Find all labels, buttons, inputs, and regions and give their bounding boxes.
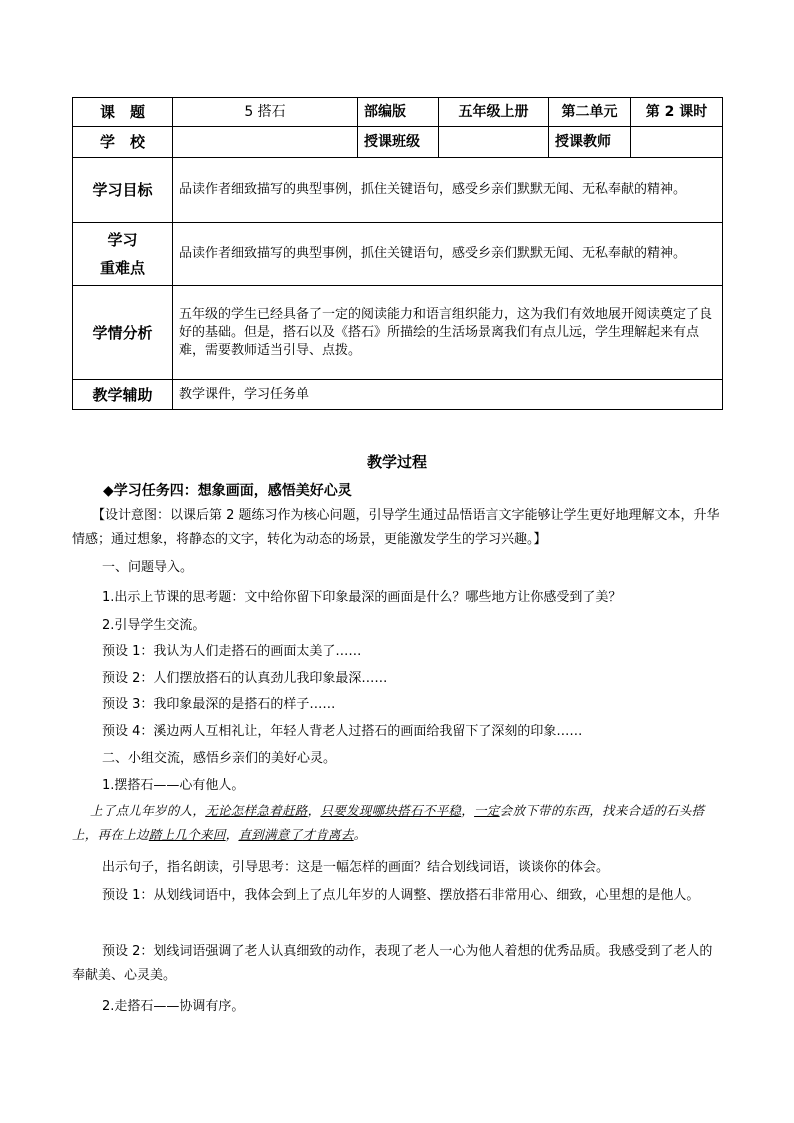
preset-2: 预设 2：人们摆放搭石的认真劲儿我印象最深…… (102, 671, 388, 686)
lesson-info-table (72, 97, 723, 410)
grade: 五年级上册 (439, 98, 549, 127)
quote-part: 会放下带的东西，找来合适的石头搭上，再在上边 (72, 803, 705, 842)
row-aids (73, 380, 723, 410)
process-title: 教学过程 (366, 453, 427, 471)
quote-underline: 无论怎样急着赶路 (205, 803, 308, 818)
quote-part: ， (225, 827, 239, 842)
school-value (173, 127, 358, 158)
label-course: 课 题 (73, 98, 173, 127)
lesson-number: 第 2 课时 (631, 98, 723, 127)
row-analysis (73, 286, 723, 380)
quote-underline: 一定 (474, 803, 500, 818)
analysis-text: 五年级的学生已经具备了一定的阅读能力和语言组织能力，这为我们有效地展开阅读奠定了良好的基础。但是，搭石以及《搭石》所描绘的生活场景离我们有点儿远，学生理解起来有点难，需要教师适当引导、点拨。 (173, 286, 723, 380)
quote-underline: 直到满意了 (238, 827, 303, 842)
preset-1: 预设 1：我认为人们走搭石的画面太美了…… (102, 644, 362, 659)
key-points-text: 品读作者细致描写的典型事例，抓住关键语句，感受乡亲们默默无闻、无私奉献的精神。 (173, 223, 723, 286)
quote-underline: 只要发现哪块搭石不平稳 (320, 803, 462, 818)
label-key-points (73, 223, 173, 286)
design-intent: 【设计意图：以课后第 2 题练习作为核心问题，引导学生通过品悟语言文字能够让学生更好地理解文本，升华情感；通过想象，将静态的文字，转化为动态的场景，更能激发学生的学习兴趣。】 (72, 508, 720, 547)
edition: 部编版 (358, 98, 439, 127)
task-heading: ◆学习任务四：想象画面，感悟美好心灵 (103, 483, 352, 499)
preset-3: 预设 3：我印象最深的是搭石的样子…… (102, 697, 336, 712)
preset-q2: 预设 2：划线词语强调了老人认真细致的动作，表现了老人一心为他人着想的优秀品质。我感受到了老人的奉献美、心灵美。 (72, 944, 713, 983)
quote-part: 。 (353, 827, 367, 842)
label-aids: 教学辅助 (73, 380, 173, 410)
goal-text: 品读作者细致描写的典型事例，抓住关键语句，感受乡亲们默默无闻、无私奉献的精神。 (173, 158, 723, 223)
label-class: 授课班级 (358, 127, 439, 158)
quote-underline: 踏上几个来回 (148, 827, 226, 842)
quote-underline: 才肯离去 (302, 827, 354, 842)
step-2-item-1: 1.摆搭石——心有他人。 (102, 778, 245, 793)
quoted-passage (72, 799, 722, 847)
step-1-item-2: 2.引导学生交流。 (102, 618, 206, 633)
teacher-value (631, 127, 723, 158)
unit: 第二单元 (549, 98, 631, 127)
row-school (73, 127, 723, 158)
label-teacher: 授课教师 (549, 127, 631, 158)
label-key-line1: 学习 (107, 231, 138, 249)
quote-part: ， (307, 803, 321, 818)
label-key-line2: 重难点 (99, 259, 145, 277)
aids-text: 教学课件，学习任务单 (173, 380, 723, 410)
step-1-item-1: 1.出示上节课的思考题：文中给你留下印象最深的画面是什么？哪些地方让你感受到了美？ (102, 590, 622, 605)
row-goal (73, 158, 723, 223)
step-1-heading: 一、问题导入。 (102, 560, 194, 575)
quote-part: 上了点儿年岁的人， (90, 803, 206, 818)
class-value (439, 127, 549, 158)
row-course (73, 98, 723, 127)
label-goal: 学习目标 (73, 158, 173, 223)
show-sentence: 出示句子，指名朗读，引导思考：这是一幅怎样的画面？结合划线词语，谈谈你的体会。 (102, 860, 610, 875)
quote-part: ， (461, 803, 475, 818)
preset-q1: 预设 1：从划线词语中，我体会到上了点儿年岁的人调整、摆放搭石非常用心、细致，心里想的是他人。 (102, 888, 700, 903)
step-2-heading: 二、小组交流，感悟乡亲们的美好心灵。 (102, 751, 337, 766)
course-title: 5 搭石 (173, 98, 358, 127)
preset-4: 预设 4：溪边两人互相礼让，年轻人背老人过搭石的画面给我留下了深刻的印象…… (102, 724, 583, 739)
step-2-item-2: 2.走搭石——协调有序。 (102, 999, 245, 1014)
label-analysis: 学情分析 (73, 286, 173, 380)
label-school: 学 校 (73, 127, 173, 158)
row-key-points (73, 223, 723, 286)
